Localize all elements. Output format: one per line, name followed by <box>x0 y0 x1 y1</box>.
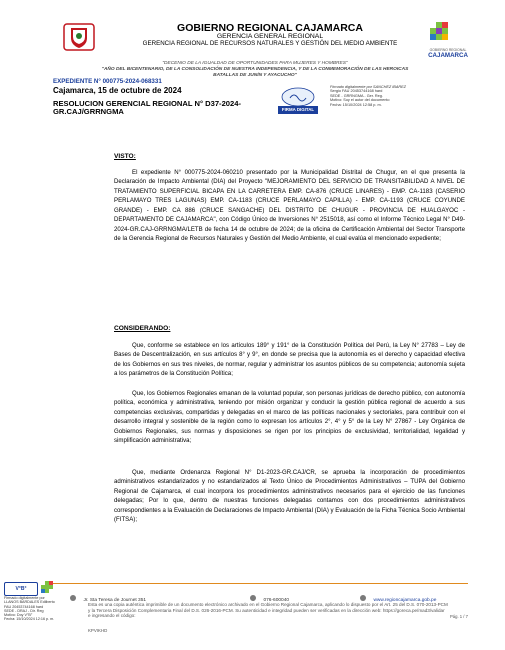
page-number: Pág. 1 / 7 <box>450 614 468 619</box>
left-signature-details <box>4 596 84 622</box>
considerando-paragraph-1: Que, conforme se establece en los artículos 189° y 191° de la Constitución Política del Perú, la Ley N° 27783 – Ley de Bases de Descentralización, en sus artículos 8° y 9°, en donde se precisa que la autonomía es el derecho y capacidad efectiva de los Gobiernos en sus tres niveles, de normar, regular y administrar los asuntos públicos de su competencia; autonomía sujeta a los parámetros de la Constitución Política; <box>114 342 465 378</box>
left-signature-line: FAU 20453744168 hard <box>4 604 44 609</box>
org-subtitle-1: GERENCIA GENERAL REGIONAL <box>216 33 324 40</box>
visto-paragraph: El expediente N° 000775-2024-060210 presentado por la Municipalidad Distrital de Chugur, en el que presenta la Declaración de Impacto Ambiental (DIA) del Proyecto "MEJORAMIENTO DEL SERVICIO DE TRANSITABILIDAD A NIVEL DE TRATAMIENTO SUPERFICIAL BICAPA EN LA CARRETERA EMP. CA-876 (CRUCE LINARES) - EMP. CA-1183 (CASERIO PERLAMAYO TRES LAGUNAS) EMP. CA-1183 (CRUCE PERLAMAYO CAPILLA) - EMP. CA-1193 (CRUCE COYUNDE GRANDE) - EMP. CA 886 (CRUCE SANGACHE) DEL DISTRITO DE CHUGUR - PROVINCIA DE HUALGAYOC - DEPARTAMENTO DE CAJAMARCA", con Código Único de Inversiones N° 2515018, así como el Informe Técnico Legal N° D49-2024-GR.CAJ-GRRNGMA/LETB de fecha 14 de octubre de 2024; de la oficina de Certificación Ambiental del Sector Transporte de la Gerencia Regional de Recursos Naturales y Gestión del Medio Ambiente, el cual evalúa el mencionado expediente; <box>114 169 465 243</box>
footer-divider <box>52 583 468 584</box>
peru-coat-of-arms-logo <box>62 20 96 54</box>
org-subtitle-2: GERENCIA REGIONAL DE RECURSOS NATURALES Y GESTIÓN DEL MEDIO AMBIENTE <box>142 40 398 47</box>
considerando-paragraph-3: Que, mediante Ordenanza Regional N° D1-2023-GR.CAJ/CR, se aprueba la incorporación de procedimientos administrativos estandarizados y no estandarizados al Texto Único de Procedimientos Administrativos – TUPA del Gobierno Regional de Cajamarca, el cual incorpora los procedimientos administrativos necesarios para el ejercicio de las funciones delegadas; Por lo que, dentro de nuestras funciones delegadas contamos con dos procedimientos administrativos correspondientes a la Evaluación de Declaraciones de Impacto Ambiental (DIA) y Evaluación de la Ficha Técnica Socio Ambiental (FITSA); <box>114 469 465 524</box>
gobierno-regional-cajamarca-logo <box>422 20 472 50</box>
signature-details <box>330 85 480 107</box>
considerando-paragraph-2: Que, los Gobiernos Regionales emanan de la voluntad popular, son personas jurídicas de derecho público, con autonomía política, económica y administrativa, teniendo por misión organizar y conducir la gestión pública regional de acuerdo a sus competencias exclusivas, compartidas y delegadas en el marco de las políticas nacionales y sectoriales, para contribuir con el desarrollo integral y sostenible de la región como lo expresan los artículos 2°, 4° y 5° de la Ley N° 27867 - Ley Orgánica de Gobiernos Regionales, sus normas y disposiciones se rigen por los principios de exclusividad, territorialidad, legalidad y simplificación administrativa; <box>114 390 465 445</box>
digital-signature-badge <box>272 86 324 116</box>
globe-icon <box>360 595 366 601</box>
signature-line: SEDE - GRRNGMA - Ger. Reg. <box>330 93 383 98</box>
left-signature-line: Fecha: 15/10/2024 12:16 p. m. <box>4 617 55 622</box>
footer-web-link[interactable]: www.regioncajamarca.gob.pe <box>373 598 437 603</box>
logo-org-name: CAJAMARCA <box>428 52 468 59</box>
signature-line: Firmado digitalmente por SANCHEZ IBAREZ <box>330 85 406 89</box>
vb-stamp: V°B° <box>4 582 38 596</box>
expediente-number: EXPEDIENTE N° 000775-2024-068331 <box>53 78 162 85</box>
footer-phone: 076-600040 <box>263 598 290 603</box>
logo-org-label: GOBIERNO REGIONAL <box>429 48 467 52</box>
left-signature-line: SEDE - DRAJ - Dir. Reg <box>4 608 44 613</box>
considerando-heading: CONSIDERANDO: <box>114 325 171 332</box>
motto-line-1: "DECENIO DE LA IGUALDAD DE OPORTUNIDADES PARA MUJERES Y HOMBRES" <box>162 61 348 66</box>
signature-badge-label: FIRMA DIGITAL <box>281 107 315 112</box>
authenticity-note: Esta es una copia auténtica imprimible de un documento electrónico archivado en el Gobierno Regional Cajamarca, aplicando lo dispuesto por el Art. 25 del D.S. 070-2013-PCM y la Tercera Disposición Complementaria Final del D.S. 026-2016-PCM. Su autenticidad e integridad pueden ser verificadas en la dirección web: https://goreca.pe/mad3/validar e ingresando el código: <box>88 602 448 619</box>
visto-heading: VISTO: <box>114 153 136 160</box>
phone-icon <box>250 595 256 601</box>
signature-line: Fecha: 15/10/2024 12:58 p. m. <box>330 102 382 107</box>
footer-address: Jr. Sta Teresa de Journet 351 <box>83 598 147 603</box>
left-signature-line: Firmado digitalmente por <box>4 596 45 600</box>
signature-line: Sergio FAU 20453744168 hard <box>330 89 383 94</box>
org-title: GOBIERNO REGIONAL CAJAMARCA <box>177 22 363 34</box>
motto <box>100 61 410 78</box>
document-date: Cajamarca, 15 de octubre de 2024 <box>53 86 182 95</box>
resolution-title: RESOLUCION GERENCIAL REGIONAL N° D37-2024-GR.CAJ/GRRNGMA <box>53 99 241 116</box>
verification-code: KPVIKHD <box>88 628 108 633</box>
regional-logo-small <box>40 580 54 594</box>
signature-line: Motivo: Soy el autor del documento <box>330 98 390 103</box>
left-signature-line: Motivo: Doy V°B° <box>4 613 33 618</box>
motto-line-2: "AÑO DEL BICENTENARIO, DE LA CONSOLIDACIÓN DE NUESTRA INDEPENDENCIA, Y DE LA CONMEMORACIÓN DE LAS HEROICAS BATALLAS DE JUNÍN Y AYACUCHO" <box>101 66 409 78</box>
left-signature-line: LLANOS BARDALES Edilberto <box>4 600 55 605</box>
